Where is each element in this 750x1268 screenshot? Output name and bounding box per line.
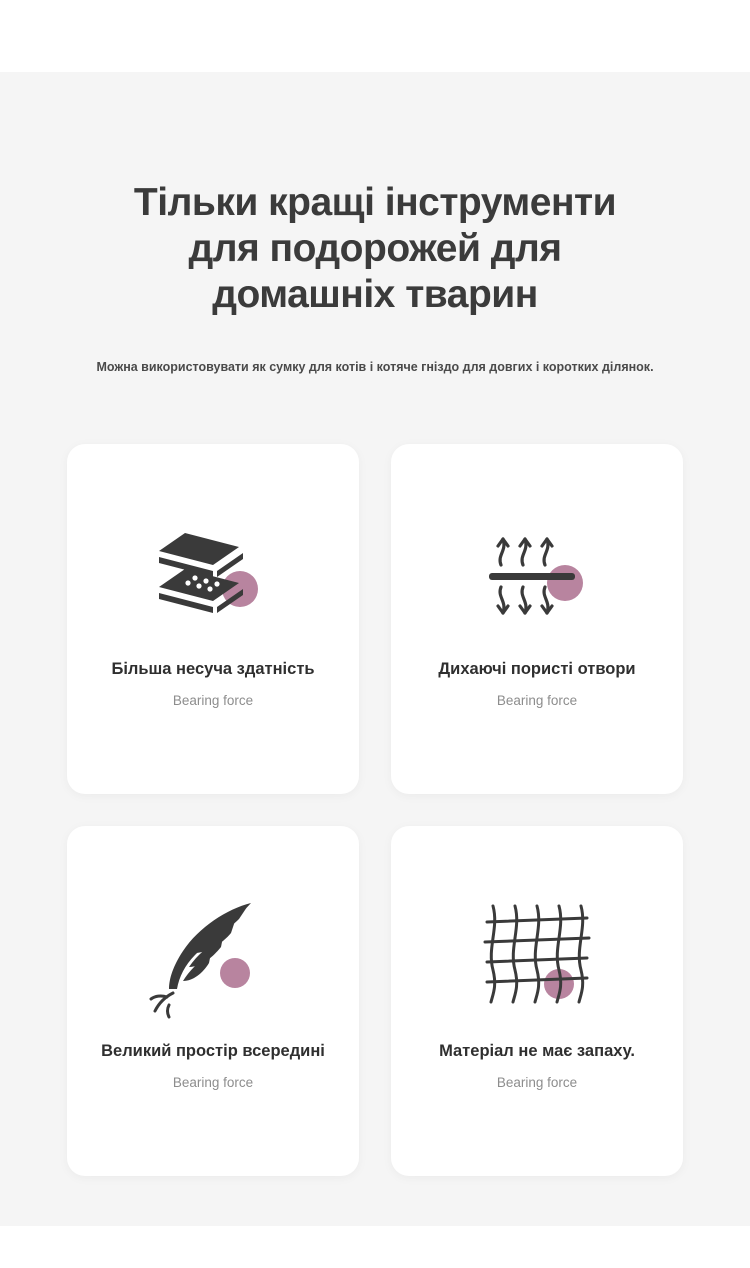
bottom-spacer — [0, 1226, 750, 1268]
page-title-line-1: Тільки кращі інструменти — [133, 181, 617, 224]
feature-card-title: Великий простір всередині — [101, 1042, 325, 1061]
page-subtitle: Можна використовувати як сумку для котів і котяче гніздо для довгих і коротких ділянок. — [96, 360, 654, 375]
feature-card — [391, 444, 683, 794]
content-area — [0, 72, 750, 1268]
feature-card-title: Матеріал не має запаху. — [439, 1042, 635, 1061]
feature-card-subtitle: Bearing force — [496, 1075, 578, 1091]
fabric-weave-icon — [391, 888, 683, 1028]
feature-card-subtitle: Bearing force — [172, 693, 254, 709]
feature-card — [67, 444, 359, 794]
page-title — [0, 72, 750, 318]
feature-card — [67, 826, 359, 1176]
breathable-airflow-icon — [391, 506, 683, 646]
feature-card-title: Дихаючі пористі отвори — [438, 660, 636, 679]
feature-card-grid — [67, 444, 683, 1176]
page-title-line-3: домашніх тварин — [212, 273, 538, 317]
top-spacer — [0, 0, 750, 72]
feature-card-subtitle: Bearing force — [172, 1075, 254, 1091]
feather-icon — [67, 888, 359, 1028]
feature-card — [391, 826, 683, 1176]
feature-card-title: Більша несуча здатність — [111, 660, 315, 679]
page-title-line-2: для подорожей для — [188, 227, 562, 271]
feature-card-subtitle: Bearing force — [496, 693, 578, 709]
layers-icon — [67, 506, 359, 646]
